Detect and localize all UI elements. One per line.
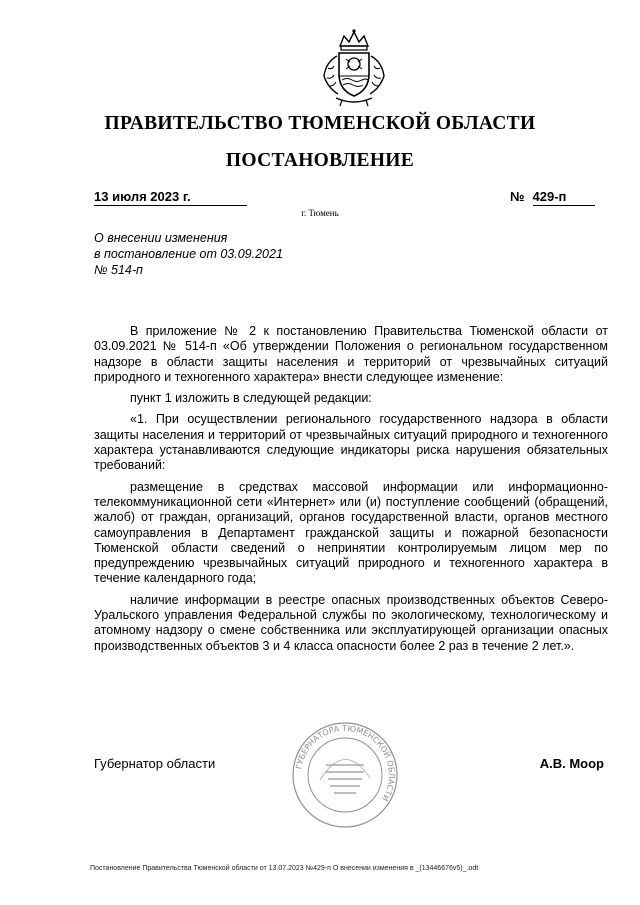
document-city: г. Тюмень — [301, 208, 339, 218]
body-paragraph: наличие информации в реестре опасных производственных объектов Северо-Уральского управления Федеральной службы по экологическому, технологическому и атомному надзору о смене собственника или эксплуатирующей организации опасных производственных объектов 3 и 4 класса опасности более 2 раз в течение 2 лет.». — [94, 592, 608, 653]
number-sign: № — [510, 189, 525, 204]
subject-line: № 514-п — [94, 263, 143, 277]
document-date: 13 июля 2023 г. — [94, 189, 247, 206]
document-number-field — [510, 189, 605, 206]
document-subject — [94, 230, 283, 278]
official-seal-icon — [290, 720, 400, 830]
body-paragraph: размещение в средствах массовой информации или информационно-телекоммуникационной сети «Интернет» или (и) поступление сообщений (обращений, жалоб) от граждан, организаций, органов государственной власти, органов местного самоуправления в Департамент гражданской защиты и пожарной безопасности Тюменской области сведений о непринятии контролируемым лицом мер по предупреждению чрезвычайных ситуаций природного и техногенного характера в течение календарного года; — [94, 479, 608, 586]
body-paragraph: пункт 1 изложить в следующей редакции: — [130, 391, 372, 406]
body-paragraph: «1. При осуществлении регионального государственного надзора в области защиты населения и территорий от чрезвычайных ситуаций природного и техногенного характера устанавливаются следующие индикаторы риска нарушения обязательных требований: — [94, 412, 608, 473]
signer-name: А.В. Моор — [539, 756, 604, 771]
subject-line: в постановление от 03.09.2021 — [94, 247, 283, 261]
seal-text: ГУБЕРНАТОРА ТЮМЕНСКОЙ ОБЛАСТИ — [294, 723, 397, 803]
document-number: 429-п — [533, 189, 595, 206]
government-title: ПРАВИТЕЛЬСТВО ТЮМЕНСКОЙ ОБЛАСТИ — [104, 113, 536, 134]
coat-of-arms-icon — [312, 26, 396, 110]
document-footer: Постановление Правительства Тюменской области от 13.07.2023 №429-п О внесении изменения в _(13446676v5)_.odt — [90, 865, 479, 872]
document-body — [94, 324, 608, 660]
document-type: ПОСТАНОВЛЕНИЕ — [225, 150, 415, 171]
body-paragraph: В приложение № 2 к постановлению Правительства Тюменской области от 03.09.2021 № 514-п «Об утверждении Положения о региональном государственном надзоре в области защиты населения и территорий от чрезвычайных ситуаций природного и техногенного характера» внести следующее изменение: — [94, 324, 608, 384]
signer-title: Губернатор области — [94, 756, 216, 771]
subject-line: О внесении изменения — [94, 231, 228, 245]
